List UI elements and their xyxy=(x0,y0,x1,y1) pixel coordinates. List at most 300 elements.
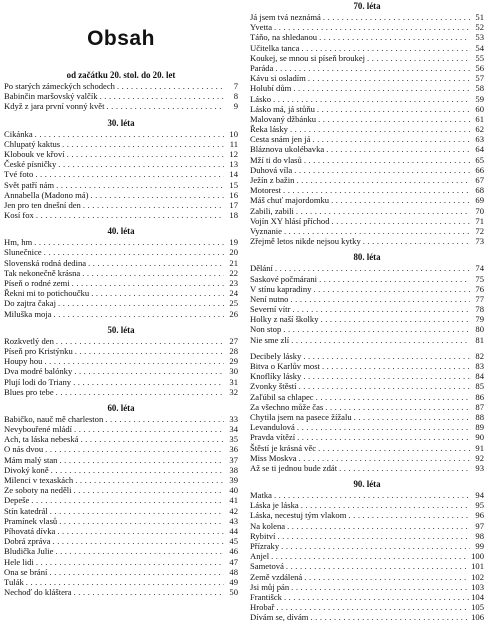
page-number: 67 xyxy=(475,175,484,185)
page-number: 95 xyxy=(475,500,484,511)
page-number: 21 xyxy=(229,257,238,268)
toc-entry xyxy=(250,12,484,22)
entry-title: Ježín z bažin xyxy=(250,175,295,185)
page-number: 96 xyxy=(475,510,484,521)
toc-entry xyxy=(250,53,484,63)
dot-leader xyxy=(312,134,470,144)
page-number: 20 xyxy=(229,247,238,258)
page-number: 22 xyxy=(229,267,238,278)
dot-leader xyxy=(316,392,470,402)
dot-leader xyxy=(286,561,469,571)
toc-entry xyxy=(4,444,238,454)
dot-leader xyxy=(57,526,224,536)
section-heading: 70. léta xyxy=(353,1,381,11)
entry-title: Po starých zámeckých schodech xyxy=(4,81,115,91)
dot-leader xyxy=(332,216,471,226)
dot-leader xyxy=(317,104,470,114)
toc-entry xyxy=(4,169,238,179)
entry-title: Severní vítr xyxy=(250,304,291,315)
page-number: 33 xyxy=(229,413,238,424)
page-number: 14 xyxy=(229,169,238,180)
entry-title: Píseň o rodné zemi xyxy=(4,278,70,288)
toc-entry xyxy=(250,371,484,381)
entry-title: Hrobař xyxy=(250,602,275,613)
toc-entry xyxy=(4,455,238,465)
page-number: 43 xyxy=(229,515,238,526)
toc-entry xyxy=(4,356,238,366)
toc-entry xyxy=(250,83,484,93)
dot-leader xyxy=(35,129,224,139)
entry-title: Jen pro ten dnešní den xyxy=(4,199,81,210)
page-number: 47 xyxy=(229,556,238,567)
dot-leader xyxy=(339,463,470,473)
entry-title: Anjel xyxy=(250,551,270,562)
entry-title: Učitelka tanca xyxy=(250,42,300,53)
page-number: 34 xyxy=(229,424,238,435)
dot-leader xyxy=(73,377,224,387)
toc-entry xyxy=(4,434,238,444)
dot-leader xyxy=(275,263,470,273)
page-number: 10 xyxy=(229,128,238,139)
toc-section xyxy=(4,118,238,221)
toc-right-column xyxy=(250,0,484,629)
page-number: 61 xyxy=(475,113,484,124)
toc-section xyxy=(250,351,484,473)
dot-leader xyxy=(303,351,470,361)
entry-title: Nechoď do kláštera xyxy=(4,587,72,598)
toc-entry xyxy=(4,288,238,298)
toc-entry xyxy=(250,114,484,124)
page-number: 60 xyxy=(475,103,484,114)
page-number: 100 xyxy=(471,551,484,562)
page-number: 38 xyxy=(229,464,238,475)
page-number: 102 xyxy=(471,571,484,582)
toc-entry xyxy=(4,587,238,597)
page-number: 40 xyxy=(229,485,238,496)
entry-title: Yvetta xyxy=(250,22,273,33)
dot-leader xyxy=(301,500,470,510)
dot-leader xyxy=(62,139,224,149)
dot-leader xyxy=(26,577,224,587)
page-number: 58 xyxy=(475,83,484,94)
toc-entry xyxy=(250,463,484,473)
entry-title: Hm, hm xyxy=(4,237,33,248)
dot-leader xyxy=(281,541,470,551)
entry-title: Jsi můj pán xyxy=(250,581,290,592)
page-number: 83 xyxy=(475,361,484,371)
page-number: 57 xyxy=(475,73,484,84)
dot-leader xyxy=(44,247,224,257)
toc-entry xyxy=(250,572,484,582)
toc-section xyxy=(250,1,484,246)
dot-leader xyxy=(74,424,224,434)
dot-leader xyxy=(36,557,224,567)
entry-title: Cesta snám jen já xyxy=(250,134,311,145)
dot-leader xyxy=(117,81,224,91)
dot-leader xyxy=(50,506,224,516)
toc-section xyxy=(4,226,238,319)
dot-leader xyxy=(277,531,470,541)
dot-leader xyxy=(294,165,470,175)
entry-title: Dobrá zpráva xyxy=(4,536,51,547)
dot-leader xyxy=(313,284,470,294)
entry-title: Babinčin maršovský valčík xyxy=(4,91,98,102)
toc-entry xyxy=(4,190,238,200)
page-number: 81 xyxy=(475,334,484,345)
entry-title: Slovenská rodná dedina xyxy=(4,257,87,268)
page-number: 16 xyxy=(229,189,238,200)
dot-leader xyxy=(308,73,470,83)
page-number: 85 xyxy=(475,381,484,392)
right-sections xyxy=(250,1,484,623)
dot-leader xyxy=(51,465,224,475)
toc-entry xyxy=(4,577,238,587)
toc-entry xyxy=(250,63,484,73)
dot-leader xyxy=(304,572,469,582)
toc-entry xyxy=(250,531,484,541)
toc-entry xyxy=(4,268,238,278)
dot-leader xyxy=(287,521,470,531)
toc-entry xyxy=(250,402,484,412)
page-number: 27 xyxy=(229,335,238,346)
toc-entry xyxy=(4,129,238,139)
dot-leader xyxy=(297,422,470,432)
page-number: 45 xyxy=(229,536,238,547)
toc-entry xyxy=(4,139,238,149)
toc-entry xyxy=(250,155,484,165)
toc-entry xyxy=(4,247,238,257)
toc-entry xyxy=(250,422,484,432)
entry-title: Bitva o Karlův most xyxy=(250,361,320,371)
page-number: 8 xyxy=(233,91,238,102)
toc-entry xyxy=(4,377,238,387)
toc-entry xyxy=(250,392,484,402)
toc-entry xyxy=(250,432,484,442)
page-number: 70 xyxy=(475,205,484,216)
section-heading: 30. léta xyxy=(107,117,135,128)
dot-leader xyxy=(274,22,470,32)
dot-leader xyxy=(75,346,224,356)
entry-title: Píseň pro Kristýnku xyxy=(4,345,73,356)
dot-leader xyxy=(303,371,470,381)
toc-entry xyxy=(4,516,238,526)
toc-entry xyxy=(250,134,484,144)
toc-entry xyxy=(4,309,238,319)
toc-entry xyxy=(250,236,484,246)
page-number: 93 xyxy=(475,462,484,473)
dot-leader xyxy=(49,567,224,577)
entry-title: Pramínek vlasů xyxy=(4,515,58,526)
toc-entry xyxy=(4,485,238,495)
toc-entry xyxy=(4,346,238,356)
toc-entry xyxy=(4,149,238,159)
dot-leader xyxy=(326,144,470,154)
toc-section xyxy=(250,479,484,622)
page-number: 54 xyxy=(475,42,484,53)
toc-entry xyxy=(250,104,484,114)
entry-title: Země vzdálená xyxy=(250,571,303,582)
page-number: 76 xyxy=(475,283,484,294)
section-heading: 80. léta xyxy=(353,252,381,263)
dot-leader xyxy=(80,434,224,444)
toc-entry xyxy=(4,506,238,516)
page-number: 92 xyxy=(475,452,484,463)
section-heading: 40. léta xyxy=(107,226,135,237)
toc-entry xyxy=(250,165,484,175)
page-number: 98 xyxy=(475,530,484,541)
toc-entry xyxy=(250,43,484,53)
dot-leader xyxy=(273,94,470,104)
toc-left-column xyxy=(4,0,238,603)
dot-leader xyxy=(58,159,224,169)
dot-leader xyxy=(67,149,224,159)
toc-entry xyxy=(250,195,484,205)
entry-title: Ona se brání xyxy=(4,566,48,577)
dot-leader xyxy=(363,236,470,246)
toc-entry xyxy=(250,294,484,304)
toc-entry xyxy=(250,541,484,551)
entry-title: Zabili, zabili xyxy=(250,205,294,216)
page-number: 7 xyxy=(233,81,238,91)
entry-title: Kosí fox xyxy=(4,210,34,221)
toc-entry xyxy=(250,216,484,226)
entry-title: Non stop xyxy=(250,324,282,335)
entry-title: Koukej, se mnou si píseň broukej xyxy=(250,52,366,63)
toc-entry xyxy=(250,582,484,592)
dot-leader xyxy=(296,206,470,216)
entry-title: Až se ti jednou bude zdát xyxy=(250,462,338,473)
page-number: 73 xyxy=(475,236,484,247)
dot-leader xyxy=(293,83,470,93)
toc-entry xyxy=(250,551,484,561)
toc-entry xyxy=(250,206,484,216)
toc-entry xyxy=(4,210,238,220)
entry-title: České písničky xyxy=(4,159,57,170)
page-number: 31 xyxy=(229,376,238,387)
toc-entry xyxy=(4,546,238,556)
page-number: 36 xyxy=(229,444,238,455)
entry-title: Tulák xyxy=(4,576,24,587)
dot-leader xyxy=(36,210,224,220)
entry-title: Knoflíky lásky xyxy=(250,371,302,382)
dot-leader xyxy=(304,155,470,165)
toc-entry xyxy=(250,22,484,32)
toc-entry xyxy=(250,32,484,42)
page-number: 66 xyxy=(475,164,484,175)
page-title: Obsah xyxy=(87,27,155,50)
dot-leader xyxy=(290,124,470,134)
toc-entry xyxy=(250,304,484,314)
dot-leader xyxy=(100,91,224,101)
page-number: 53 xyxy=(475,32,484,43)
dot-leader xyxy=(297,432,470,442)
section-heading: od začátku 20. stol. do 20. let xyxy=(66,70,176,80)
toc-entry xyxy=(250,592,484,602)
page-number: 24 xyxy=(229,288,238,299)
toc-entry xyxy=(250,185,484,195)
entry-title: Štěstí je krásná věc xyxy=(250,442,317,453)
dot-leader xyxy=(283,185,470,195)
entry-title: Miluška moja xyxy=(4,308,52,319)
entry-title: Sametová xyxy=(250,561,284,572)
toc-entry xyxy=(250,453,484,463)
entry-title: Milenci v texaskách xyxy=(4,475,74,485)
toc-entry xyxy=(250,561,484,571)
page-number: 104 xyxy=(471,591,484,602)
entry-title: Chytila jsem na pasece žížalu xyxy=(250,411,352,422)
page-number: 78 xyxy=(475,304,484,315)
page-number: 103 xyxy=(471,581,484,592)
page-number: 32 xyxy=(229,386,238,397)
dot-leader xyxy=(45,444,224,454)
toc-entry xyxy=(250,335,484,345)
toc-entry xyxy=(250,324,484,334)
toc-entry xyxy=(250,94,484,104)
entry-title: Dělání xyxy=(250,263,273,274)
entry-title: Hele lidi xyxy=(4,556,34,567)
toc-entry xyxy=(250,175,484,185)
toc-entry xyxy=(4,414,238,424)
entry-title: Lásko xyxy=(250,93,272,104)
page-number: 46 xyxy=(229,546,238,557)
toc-entry xyxy=(4,495,238,505)
dot-leader xyxy=(56,336,224,346)
toc-entry xyxy=(4,424,238,434)
toc-entry xyxy=(250,361,484,371)
dot-leader xyxy=(83,200,224,210)
entry-title: Ze soboty na neděli xyxy=(4,485,72,496)
entry-title: Holubí dům xyxy=(250,83,292,94)
page-number: 49 xyxy=(229,576,238,587)
entry-title: Mží ti do vlasů xyxy=(250,154,302,165)
section-heading: 90. léta xyxy=(353,479,381,490)
dot-leader xyxy=(276,602,469,612)
dot-leader xyxy=(367,53,470,63)
entry-title: Rozkvetlý den xyxy=(4,335,54,346)
page-number: 71 xyxy=(475,215,484,226)
entry-title: Saskové počmárani xyxy=(250,273,318,284)
toc-entry xyxy=(4,475,238,485)
toc-entry xyxy=(250,124,484,134)
entry-title: Svět patří nám xyxy=(4,179,55,190)
dot-leader xyxy=(31,495,224,505)
dot-leader xyxy=(55,546,224,556)
page-number: 89 xyxy=(475,422,484,433)
toc-entry xyxy=(4,536,238,546)
toc-entry xyxy=(250,144,484,154)
page-number: 84 xyxy=(475,371,484,382)
page-number: 51 xyxy=(475,12,484,22)
page-number: 12 xyxy=(229,148,238,159)
entry-title: Depeše xyxy=(4,495,30,506)
toc-section xyxy=(4,70,238,112)
page-number: 30 xyxy=(229,366,238,377)
dot-leader xyxy=(74,366,224,376)
entry-title: Motorest xyxy=(250,185,282,196)
dot-leader xyxy=(35,169,224,179)
entry-title: Vojín XY hlásí příchod xyxy=(250,215,330,226)
page-number: 82 xyxy=(475,350,484,361)
dot-leader xyxy=(56,180,224,190)
section-heading: 60. léta xyxy=(107,402,135,413)
page-number: 55 xyxy=(475,52,484,63)
entry-title: Levandulová xyxy=(250,422,295,433)
toc-entry xyxy=(4,336,238,346)
entry-title: Na kolena xyxy=(250,520,286,531)
dot-leader xyxy=(59,455,224,465)
entry-title: Dívám se, dívám xyxy=(250,612,309,623)
page-number: 25 xyxy=(229,298,238,309)
toc-entry xyxy=(4,567,238,577)
entry-title: Babičko, nauč mě charleston xyxy=(4,413,104,424)
page-number: 29 xyxy=(229,356,238,367)
toc-entry xyxy=(250,602,484,612)
toc-entry xyxy=(4,387,238,397)
page-number: 88 xyxy=(475,411,484,422)
entry-title: Decibely lásky xyxy=(250,350,302,361)
page-number: 39 xyxy=(229,475,238,485)
dot-leader xyxy=(292,304,470,314)
toc-section xyxy=(250,252,484,345)
page-number: 28 xyxy=(229,345,238,356)
dot-leader xyxy=(348,510,470,520)
entry-title: Pravda vítězí xyxy=(250,432,296,443)
dot-leader xyxy=(318,443,470,453)
dot-leader xyxy=(34,237,224,247)
dot-leader xyxy=(299,453,470,463)
entry-title: Miss Moskva xyxy=(250,452,297,463)
entry-title: Blues pro tebe xyxy=(4,386,54,397)
dot-leader xyxy=(88,258,224,268)
toc-entry xyxy=(4,159,238,169)
page-number: 74 xyxy=(475,263,484,274)
entry-title: Zvonky štěstí xyxy=(250,381,297,392)
dot-leader xyxy=(284,226,470,236)
toc-entry xyxy=(4,366,238,376)
dot-leader xyxy=(301,43,470,53)
toc-entry xyxy=(250,314,484,324)
toc-entry xyxy=(250,351,484,361)
dot-leader xyxy=(74,485,224,495)
dot-leader xyxy=(310,612,469,622)
page-number: 106 xyxy=(471,612,484,623)
page-number: 44 xyxy=(229,525,238,536)
dot-leader xyxy=(75,475,224,485)
toc-entry xyxy=(250,381,484,391)
dot-leader xyxy=(321,314,470,324)
entry-title: Táňo, na shledanou xyxy=(250,32,318,43)
dot-leader xyxy=(318,114,470,124)
dot-leader xyxy=(82,268,224,278)
toc-entry xyxy=(250,263,484,273)
page-number: 26 xyxy=(229,308,238,319)
dot-leader xyxy=(106,101,224,111)
page-number: 13 xyxy=(229,159,238,170)
dot-leader xyxy=(290,294,470,304)
entry-title: Není nutno xyxy=(250,293,289,304)
toc-entry xyxy=(4,557,238,567)
entry-title: Duhová víla xyxy=(250,164,293,175)
entry-title: Plují lodi do Triany xyxy=(4,376,72,387)
entry-title: Chlupatý kaktus xyxy=(4,138,61,149)
entry-title: Píhovatá dívka xyxy=(4,525,56,536)
toc-entry xyxy=(4,180,238,190)
page-number: 72 xyxy=(475,225,484,236)
page-number: 9 xyxy=(233,101,238,112)
dot-leader xyxy=(319,32,470,42)
toc-entry xyxy=(250,274,484,284)
dot-leader xyxy=(274,490,470,500)
